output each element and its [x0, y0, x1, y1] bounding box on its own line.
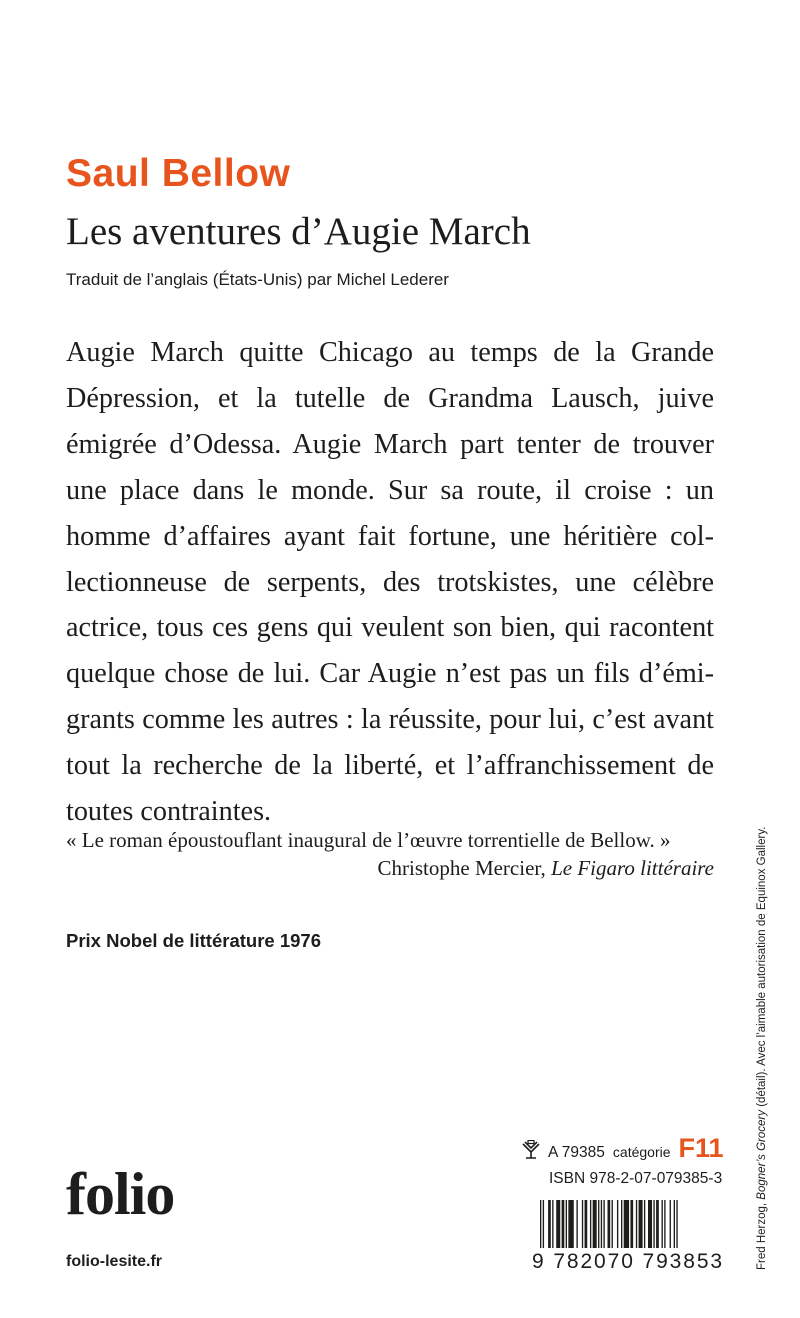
barcode-bar [653, 1200, 654, 1248]
barcode-bar [670, 1200, 671, 1248]
barcode-bar [601, 1200, 602, 1248]
barcode-bar [636, 1200, 637, 1248]
barcode-bar [674, 1200, 675, 1248]
category-code: F11 [678, 1133, 724, 1163]
barcode-bar [656, 1200, 659, 1248]
translator-credit: Traduit de l’anglais (États-Unis) par Michel Lederer [66, 270, 449, 289]
quote-source-publication: Le Figaro littéraire [551, 856, 714, 880]
book-title: Les aventures d’Augie March [66, 210, 531, 253]
barcode-bar [556, 1200, 560, 1248]
barcode-bar [548, 1200, 551, 1248]
blurb-line: tout la recherche de la liberté, et l’affranchissement de [66, 750, 714, 782]
publisher-logo: folio [66, 1161, 175, 1227]
barcode-bar [566, 1200, 567, 1248]
barcode-bar [612, 1200, 613, 1248]
prize-line: Prix Nobel de littérature 1976 [66, 930, 321, 951]
blurb-line: grants comme les autres : la réussite, pour lui, c’est avant [66, 704, 714, 736]
credit-work-title: Bogner’s Grocery [756, 1109, 768, 1200]
publisher-website: folio-lesite.fr [66, 1253, 163, 1270]
blurb-line: toutes contraintes. [66, 796, 272, 828]
barcode-bar [648, 1200, 652, 1248]
blurb-line: lectionneuse de serpents, des trotskistes, une célèbre [66, 566, 714, 598]
barcode-bar [621, 1200, 622, 1248]
blurb-line: homme d’affaires ayant fait fortune, une héritière col- [66, 520, 714, 552]
blurb-line: Augie March quitte Chicago au temps de la Grande [66, 337, 714, 368]
blurb-line: une place dans le monde. Sur sa route, il croise : un [66, 474, 714, 506]
blurb-paragraph [66, 330, 714, 835]
barcode-bar [598, 1200, 599, 1248]
credit-prefix: Fred Herzog, [756, 1199, 768, 1270]
quote-attribution [378, 856, 714, 881]
catalog-code: A 79385 [548, 1144, 605, 1161]
barcode-bar [543, 1200, 544, 1248]
barcode-bar [644, 1200, 645, 1248]
barcode-bar [593, 1200, 597, 1248]
barcode-bar [590, 1200, 591, 1248]
barcode-bar [608, 1200, 611, 1248]
quote-source-name: Christophe Mercier, [377, 856, 552, 880]
blurb-line: quelque chose de lui. Car Augie n’est pas un fils d’émi- [66, 658, 714, 690]
publisher-mark-icon [520, 1140, 542, 1160]
barcode-bar [603, 1200, 604, 1248]
blurb-line: actrice, tous ces gens qui veulent son bien, qui racontent [66, 612, 714, 644]
isbn: ISBN 978-2-07-079385-3 [549, 1170, 723, 1187]
category-label: catégorie [612, 1144, 671, 1160]
barcode-bar [552, 1200, 553, 1248]
barcode-bar [664, 1200, 665, 1248]
barcode-bar [562, 1200, 565, 1248]
cover-image-credit [756, 827, 768, 1270]
barcode-bar [624, 1200, 629, 1248]
blurb-line: émigrée d’Odessa. Augie March part tenter de trouver [66, 428, 714, 460]
barcode-bar [568, 1200, 573, 1248]
barcode-bar [582, 1200, 583, 1248]
barcode-bar [585, 1200, 588, 1248]
barcode-bar [639, 1200, 643, 1248]
press-quote: « Le roman époustouflant inaugural de l’œuvre torrentielle de Bellow. » [66, 828, 671, 852]
credit-suffix: (détail). Avec l’aimable autorisation de Equinox Gallery. [756, 826, 768, 1110]
barcode-bar [676, 1200, 677, 1248]
barcode-bar [617, 1200, 618, 1248]
catalog-code-line [520, 1133, 724, 1164]
blurb-line: Dépression, et la tutelle de Grandma Lausch, juive [66, 382, 714, 414]
barcode-bar [576, 1200, 577, 1248]
barcode-digits: 9 782070 793853 [532, 1250, 724, 1273]
barcode-bar [662, 1200, 663, 1248]
author-name: Saul Bellow [66, 152, 291, 195]
barcode-bar [630, 1200, 633, 1248]
barcode-bar [540, 1200, 541, 1248]
